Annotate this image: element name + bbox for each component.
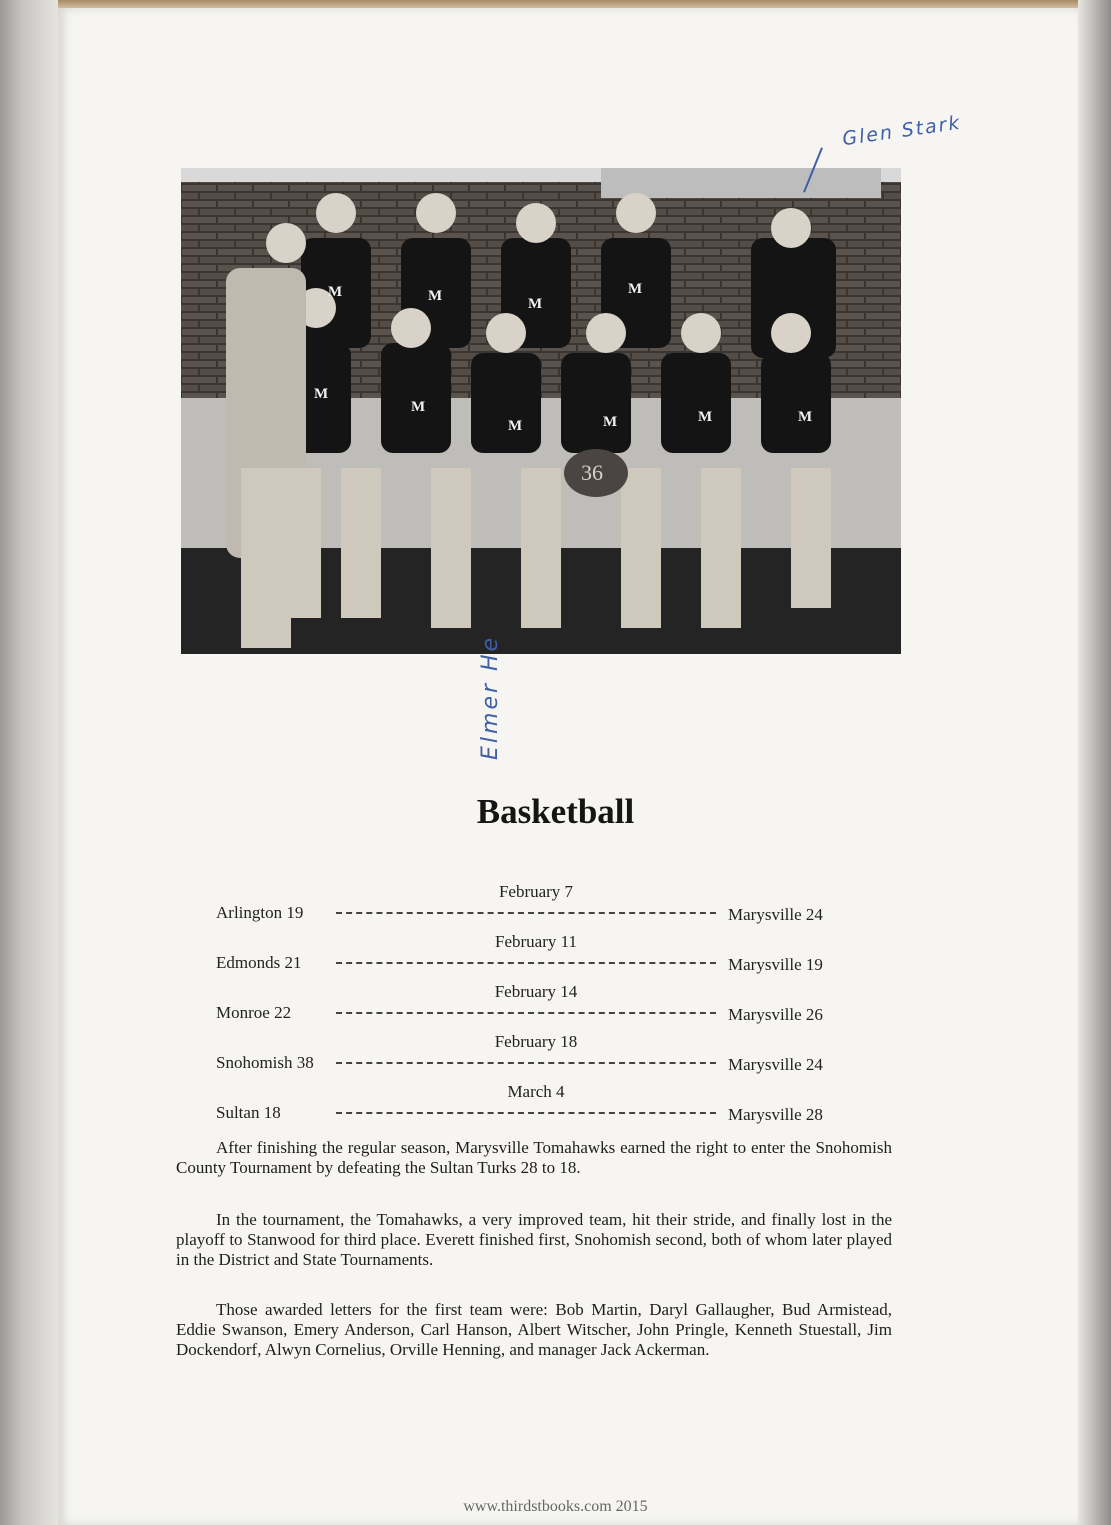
- ball-number: 36: [581, 460, 603, 485]
- leader-dots: [336, 1012, 716, 1014]
- leader-dots: [336, 912, 716, 914]
- handwritten-name-side: Elmer He: [478, 634, 503, 760]
- opponent-score: Arlington 19: [216, 903, 304, 922]
- marysville-score: Marysville 24: [728, 905, 823, 924]
- team-photo: [181, 168, 901, 654]
- marysville-score: Marysville 24: [728, 1055, 823, 1074]
- leader-dots: [336, 962, 716, 964]
- game-date: February 18: [494, 1032, 578, 1051]
- jersey-letter: M: [314, 386, 329, 402]
- page-title: Basketball: [476, 792, 635, 831]
- game-date: February 7: [498, 882, 574, 901]
- game-row: [216, 1032, 856, 1082]
- season-summary-paragraph: After finishing the regular season, Marysville Tomahawks earned the right to enter the Snohomish County Tournament by defeating the Sultan Turks 28 to 18.: [176, 1138, 892, 1177]
- jersey-letter: M: [528, 296, 543, 312]
- marysville-score: Marysville 19: [728, 955, 823, 974]
- watermark-footer: www.thirdstbooks.com 2015: [463, 1498, 648, 1515]
- team-photo-image: [181, 168, 901, 654]
- game-row: [216, 932, 856, 982]
- marysville-score: Marysville 26: [728, 1005, 823, 1024]
- page-right-edge: [1078, 0, 1111, 1525]
- book-binding: [0, 0, 58, 1525]
- jersey-letter: M: [798, 409, 813, 425]
- jersey-letter: M: [698, 409, 713, 425]
- game-row: [216, 882, 856, 932]
- opponent-score: Edmonds 21: [216, 953, 302, 972]
- game-row: [216, 1082, 856, 1132]
- opponent-score: Snohomish 38: [216, 1053, 314, 1072]
- opponent-score: Sultan 18: [216, 1103, 281, 1122]
- jersey-letter: M: [411, 399, 426, 415]
- marysville-score: Marysville 28: [728, 1105, 823, 1124]
- game-date: February 14: [494, 982, 578, 1001]
- game-row: [216, 982, 856, 1032]
- jersey-letter: M: [603, 414, 618, 430]
- tournament-paragraph: In the tournament, the Tomahawks, a very improved team, hit their stride, and finally lost in the playoff to Stanwood for third place. Everett finished first, Snohomish second, both of whom later played in the District and State Tournaments.: [176, 1210, 892, 1269]
- leader-dots: [336, 1112, 716, 1114]
- jersey-letter: M: [428, 288, 443, 304]
- game-date: February 11: [495, 932, 577, 951]
- leader-dots: [336, 1062, 716, 1064]
- game-date: March 4: [507, 1082, 565, 1101]
- letters-paragraph: Those awarded letters for the first team were: Bob Martin, Daryl Gallaugher, Bud Armistead, Eddie Swanson, Emery Anderson, Carl Hanson, Albert Witscher, John Pringle, Kenneth Stuestall, Jim Dockendorf, Alwyn Cornelius, Orville Henning, and manager Jack Ackerman.: [176, 1300, 892, 1359]
- jersey-letter: M: [628, 281, 643, 297]
- jersey-letter: M: [328, 284, 343, 300]
- opponent-score: Monroe 22: [216, 1003, 292, 1022]
- handwritten-name-top: Glen Stark: [841, 111, 963, 151]
- game-schedule: [216, 882, 856, 1132]
- jersey-letter: M: [508, 418, 523, 434]
